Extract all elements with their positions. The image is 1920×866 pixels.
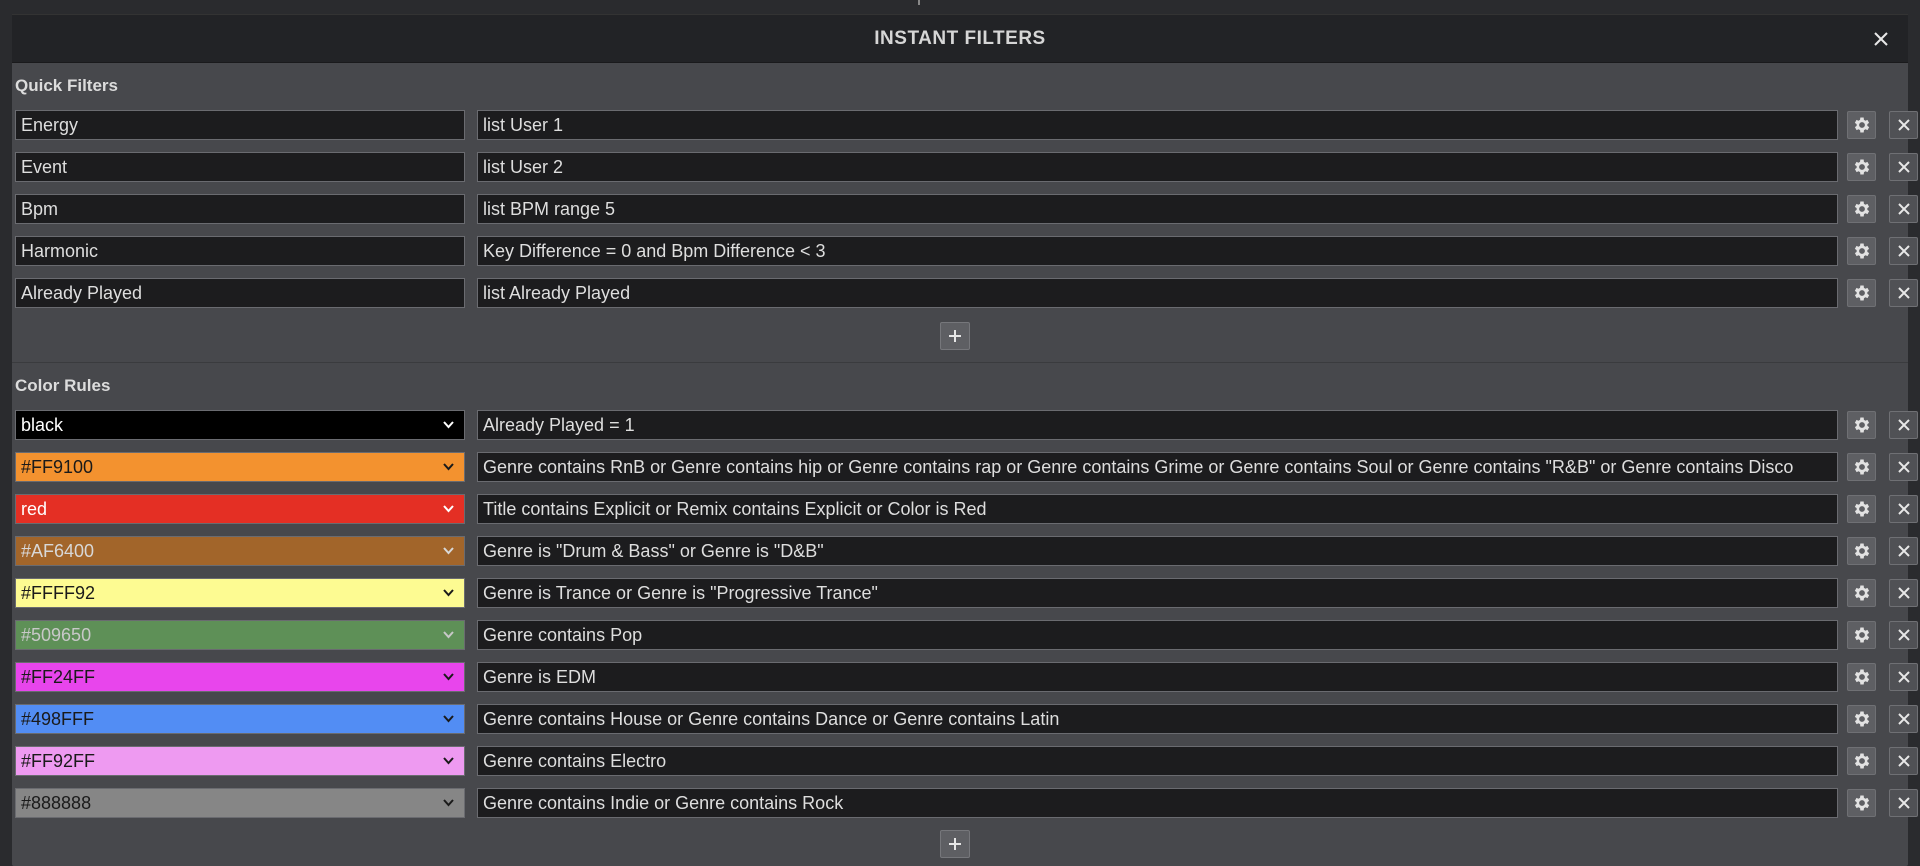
settings-button[interactable] — [1847, 279, 1876, 307]
delete-button[interactable] — [1889, 705, 1918, 733]
color-rule-query-input[interactable]: Genre contains Indie or Genre contains Rock — [477, 788, 1838, 818]
color-select[interactable] — [15, 746, 465, 776]
filter-query-input[interactable]: Key Difference = 0 and Bpm Difference < 3 — [477, 236, 1838, 266]
dialog-titlebar — [12, 14, 1908, 63]
quick-filter-row — [15, 152, 1905, 182]
color-select[interactable] — [15, 578, 465, 608]
color-select-label: black — [21, 415, 64, 435]
x-icon — [1897, 460, 1911, 474]
dialog-title: INSTANT FILTERS — [874, 28, 1046, 49]
color-rule-query-input[interactable]: Genre contains Pop — [477, 620, 1838, 650]
x-icon — [1897, 670, 1911, 684]
instant-filters-dialog — [12, 14, 1908, 866]
settings-button[interactable] — [1847, 237, 1876, 265]
color-rule-query-input[interactable]: Genre is EDM — [477, 662, 1838, 692]
color-rule-query-input[interactable]: Title contains Explicit or Remix contains Explicit or Color is Red — [477, 494, 1838, 524]
chevron-down-icon — [442, 504, 455, 514]
quick-filter-row — [15, 110, 1905, 140]
filter-query-input[interactable]: list User 1 — [477, 110, 1838, 140]
color-select-label: #509650 — [21, 625, 92, 645]
window-top-marker — [918, 0, 920, 5]
gear-icon — [1852, 157, 1872, 177]
filter-name-input[interactable]: Bpm — [15, 194, 465, 224]
color-select-label: red — [21, 499, 48, 519]
color-select-label: #FF24FF — [21, 667, 96, 687]
color-rule-row — [15, 578, 1905, 608]
color-select-label: #FF92FF — [21, 751, 96, 771]
delete-button[interactable] — [1889, 279, 1918, 307]
gear-icon — [1852, 667, 1872, 687]
color-select[interactable] — [15, 662, 465, 692]
filter-query-input[interactable]: list User 2 — [477, 152, 1838, 182]
filter-name-input[interactable]: Harmonic — [15, 236, 465, 266]
gear-icon — [1852, 751, 1872, 771]
gear-icon — [1852, 583, 1872, 603]
gear-icon — [1852, 241, 1872, 261]
filter-query-input[interactable]: list Already Played — [477, 278, 1838, 308]
gear-icon — [1852, 793, 1872, 813]
settings-button[interactable] — [1847, 705, 1876, 733]
settings-button[interactable] — [1847, 747, 1876, 775]
color-rule-query-input[interactable]: Genre contains House or Genre contains Dance or Genre contains Latin — [477, 704, 1838, 734]
settings-button[interactable] — [1847, 621, 1876, 649]
color-select[interactable] — [15, 452, 465, 482]
gear-icon — [1852, 541, 1872, 561]
color-rule-row — [15, 536, 1905, 566]
delete-button[interactable] — [1889, 411, 1918, 439]
close-button[interactable] — [1868, 26, 1894, 52]
x-icon — [1897, 244, 1911, 258]
x-icon — [1897, 160, 1911, 174]
delete-button[interactable] — [1889, 789, 1918, 817]
color-rule-query-input[interactable]: Genre is "Drum & Bass" or Genre is "D&B" — [477, 536, 1838, 566]
color-select[interactable] — [15, 620, 465, 650]
settings-button[interactable] — [1847, 537, 1876, 565]
quick-filter-row — [15, 236, 1905, 266]
x-icon — [1897, 628, 1911, 642]
chevron-down-icon — [442, 546, 455, 556]
gear-icon — [1852, 199, 1872, 219]
delete-button[interactable] — [1889, 237, 1918, 265]
gear-icon — [1852, 415, 1872, 435]
color-rule-query-input[interactable]: Genre contains RnB or Genre contains hip or Genre contains rap or Genre contains Grime or Genre contains Soul or Genre contains "R&B" or Genre contains Disco — [477, 452, 1838, 482]
x-icon — [1897, 754, 1911, 768]
color-select[interactable] — [15, 704, 465, 734]
gear-icon — [1852, 457, 1872, 477]
color-rule-row — [15, 662, 1905, 692]
plus-icon — [947, 328, 963, 344]
x-icon — [1897, 544, 1911, 558]
gear-icon — [1852, 283, 1872, 303]
delete-button[interactable] — [1889, 747, 1918, 775]
color-select[interactable] — [15, 788, 465, 818]
x-icon — [1897, 502, 1911, 516]
filter-name-input[interactable]: Energy — [15, 110, 465, 140]
chevron-down-icon — [442, 756, 455, 766]
x-icon — [1897, 586, 1911, 600]
chevron-down-icon — [442, 672, 455, 682]
color-rule-row — [15, 788, 1905, 818]
color-rule-query-input[interactable]: Genre contains Electro — [477, 746, 1838, 776]
color-select-label: #888888 — [21, 793, 92, 813]
filter-name-input[interactable]: Already Played — [15, 278, 465, 308]
color-select-label: #AF6400 — [21, 541, 95, 561]
x-icon — [1897, 418, 1911, 432]
settings-button[interactable] — [1847, 663, 1876, 691]
quick-filter-row — [15, 194, 1905, 224]
x-icon — [1897, 712, 1911, 726]
add-color-rule-button[interactable] — [940, 830, 970, 858]
settings-button[interactable] — [1847, 579, 1876, 607]
color-rules-heading: Color Rules — [15, 376, 111, 395]
delete-button[interactable] — [1889, 111, 1918, 139]
color-rule-row — [15, 494, 1905, 524]
delete-button[interactable] — [1889, 579, 1918, 607]
settings-button[interactable] — [1847, 453, 1876, 481]
chevron-down-icon — [442, 798, 455, 808]
x-icon — [1897, 202, 1911, 216]
delete-button[interactable] — [1889, 621, 1918, 649]
color-select[interactable] — [15, 536, 465, 566]
filter-name-input[interactable]: Event — [15, 152, 465, 182]
add-quick-filter-button[interactable] — [940, 322, 970, 350]
color-rule-query-input[interactable]: Already Played = 1 — [477, 410, 1838, 440]
x-icon — [1897, 286, 1911, 300]
x-icon — [1897, 796, 1911, 810]
color-rule-row — [15, 746, 1905, 776]
section-divider — [12, 362, 1908, 363]
color-rule-row — [15, 620, 1905, 650]
delete-button[interactable] — [1889, 495, 1918, 523]
gear-icon — [1852, 625, 1872, 645]
delete-button[interactable] — [1889, 663, 1918, 691]
settings-button[interactable] — [1847, 411, 1876, 439]
close-icon — [1868, 26, 1894, 52]
chevron-down-icon — [442, 462, 455, 472]
quick-filter-row — [15, 278, 1905, 308]
delete-button[interactable] — [1889, 195, 1918, 223]
gear-icon — [1852, 709, 1872, 729]
color-select[interactable] — [15, 494, 465, 524]
gear-icon — [1852, 115, 1872, 135]
color-rule-row — [15, 452, 1905, 482]
filter-query-input[interactable]: list BPM range 5 — [477, 194, 1838, 224]
color-select-label: #FF9100 — [21, 457, 94, 477]
chevron-down-icon — [442, 588, 455, 598]
settings-button[interactable] — [1847, 789, 1876, 817]
settings-button[interactable] — [1847, 495, 1876, 523]
delete-button[interactable] — [1889, 537, 1918, 565]
color-select[interactable] — [15, 410, 465, 440]
color-rule-query-input[interactable]: Genre is Trance or Genre is "Progressive Trance" — [477, 578, 1838, 608]
settings-button[interactable] — [1847, 111, 1876, 139]
gear-icon — [1852, 499, 1872, 519]
chevron-down-icon — [442, 630, 455, 640]
settings-button[interactable] — [1847, 195, 1876, 223]
color-select-label: #FFFF92 — [21, 583, 96, 603]
chevron-down-icon — [442, 420, 455, 430]
color-rule-row — [15, 410, 1905, 440]
color-rule-row — [15, 704, 1905, 734]
color-select-label: #498FFF — [21, 709, 95, 729]
delete-button[interactable] — [1889, 153, 1918, 181]
settings-button[interactable] — [1847, 153, 1876, 181]
x-icon — [1897, 118, 1911, 132]
quick-filters-heading: Quick Filters — [15, 76, 118, 95]
delete-button[interactable] — [1889, 453, 1918, 481]
plus-icon — [947, 836, 963, 852]
chevron-down-icon — [442, 714, 455, 724]
